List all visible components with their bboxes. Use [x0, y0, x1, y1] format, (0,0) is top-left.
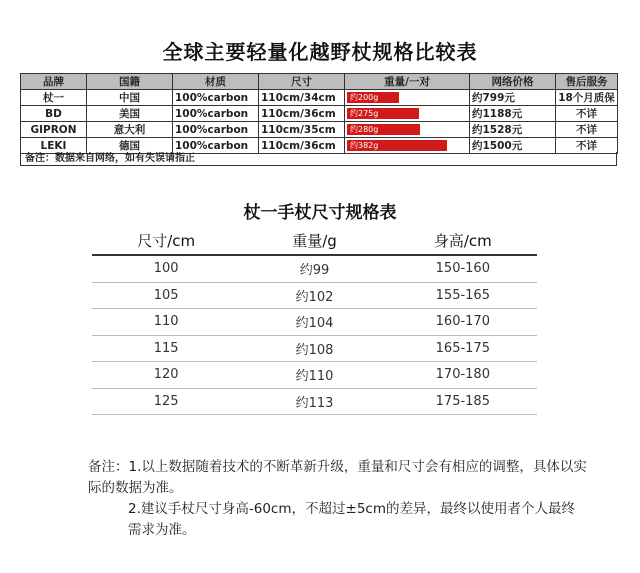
size-cell: 125	[92, 388, 240, 415]
compare-title: 全球主要轻量化越野杖规格比较表	[162, 40, 478, 64]
country-cell: 中国	[87, 90, 173, 106]
header-country: 国籍	[87, 74, 173, 90]
height-cell: 175-185	[389, 388, 537, 415]
brand-cell: GIPRON	[21, 122, 87, 138]
table-row	[92, 282, 537, 309]
height-cell: 160-170	[389, 309, 537, 336]
remark-line-1: 备注：1.以上数据随着技术的不断革新升级，重量和尺寸会有相应的调整，具体以实际的数据为准。	[88, 459, 587, 496]
header-size: 尺寸	[259, 74, 345, 90]
header-weight: 重量/g	[240, 226, 388, 255]
size-cell: 110	[92, 309, 240, 336]
material-cell: 100%carbon	[173, 138, 259, 154]
weight-cell: 约104	[240, 309, 388, 336]
header-brand: 品牌	[21, 74, 87, 90]
height-cell: 150-160	[389, 255, 537, 282]
compare-note: 备注：数据来自网络，如有失误请指正	[20, 152, 617, 166]
country-cell: 美国	[87, 106, 173, 122]
table-row	[21, 90, 618, 106]
height-cell: 155-165	[389, 282, 537, 309]
service-cell: 18个月质保	[556, 90, 618, 106]
header-size: 尺寸/cm	[92, 226, 240, 255]
country-cell: 德国	[87, 138, 173, 154]
brand-cell: 杖一	[21, 90, 87, 106]
spec-table	[92, 226, 537, 415]
price-cell: 约1528元	[470, 122, 556, 138]
service-cell: 不详	[556, 138, 618, 154]
weight-bar: 约200g	[347, 92, 399, 103]
price-cell: 约1500元	[470, 138, 556, 154]
remarks	[88, 457, 588, 541]
weight-bar: 约280g	[347, 124, 420, 135]
spec-title: 杖一手杖尺寸规格表	[243, 203, 397, 223]
brand-cell: LEKI	[21, 138, 87, 154]
weight-cell: 约99	[240, 255, 388, 282]
size-cell: 110cm/34cm	[259, 90, 345, 106]
spec-header-row	[92, 226, 537, 255]
remark-line-2: 2.建议手杖尺寸身高-60cm，不超过±5cm的差异，最终以使用者个人最终需求为准。	[128, 501, 575, 538]
material-cell: 100%carbon	[173, 106, 259, 122]
weight-bar: 约382g	[347, 140, 447, 151]
brand-cell: BD	[21, 106, 87, 122]
header-service: 售后服务	[556, 74, 618, 90]
table-row	[21, 106, 618, 122]
comparison-table	[20, 73, 618, 154]
header-weight: 重量/一对	[345, 74, 470, 90]
size-cell: 120	[92, 362, 240, 389]
table-row	[92, 335, 537, 362]
size-cell: 110cm/36cm	[259, 138, 345, 154]
material-cell: 100%carbon	[173, 122, 259, 138]
material-cell: 100%carbon	[173, 90, 259, 106]
weight-cell: 约102	[240, 282, 388, 309]
weight-cell	[345, 106, 470, 122]
table-row	[21, 122, 618, 138]
height-cell: 170-180	[389, 362, 537, 389]
weight-cell	[345, 122, 470, 138]
table-row	[92, 362, 537, 389]
price-cell: 约1188元	[470, 106, 556, 122]
header-price: 网络价格	[470, 74, 556, 90]
service-cell: 不详	[556, 106, 618, 122]
weight-bar: 约275g	[347, 108, 419, 119]
header-material: 材质	[173, 74, 259, 90]
weight-cell: 约113	[240, 388, 388, 415]
height-cell: 165-175	[389, 335, 537, 362]
size-cell: 110cm/35cm	[259, 122, 345, 138]
comparison-header-row	[21, 74, 618, 90]
size-cell: 100	[92, 255, 240, 282]
weight-cell: 约110	[240, 362, 388, 389]
size-cell: 105	[92, 282, 240, 309]
table-row	[92, 388, 537, 415]
table-row	[92, 255, 537, 282]
header-height: 身高/cm	[389, 226, 537, 255]
table-row	[92, 309, 537, 336]
weight-cell	[345, 90, 470, 106]
size-cell: 110cm/36cm	[259, 106, 345, 122]
service-cell: 不详	[556, 122, 618, 138]
weight-cell: 约108	[240, 335, 388, 362]
country-cell: 意大利	[87, 122, 173, 138]
price-cell: 约799元	[470, 90, 556, 106]
size-cell: 115	[92, 335, 240, 362]
